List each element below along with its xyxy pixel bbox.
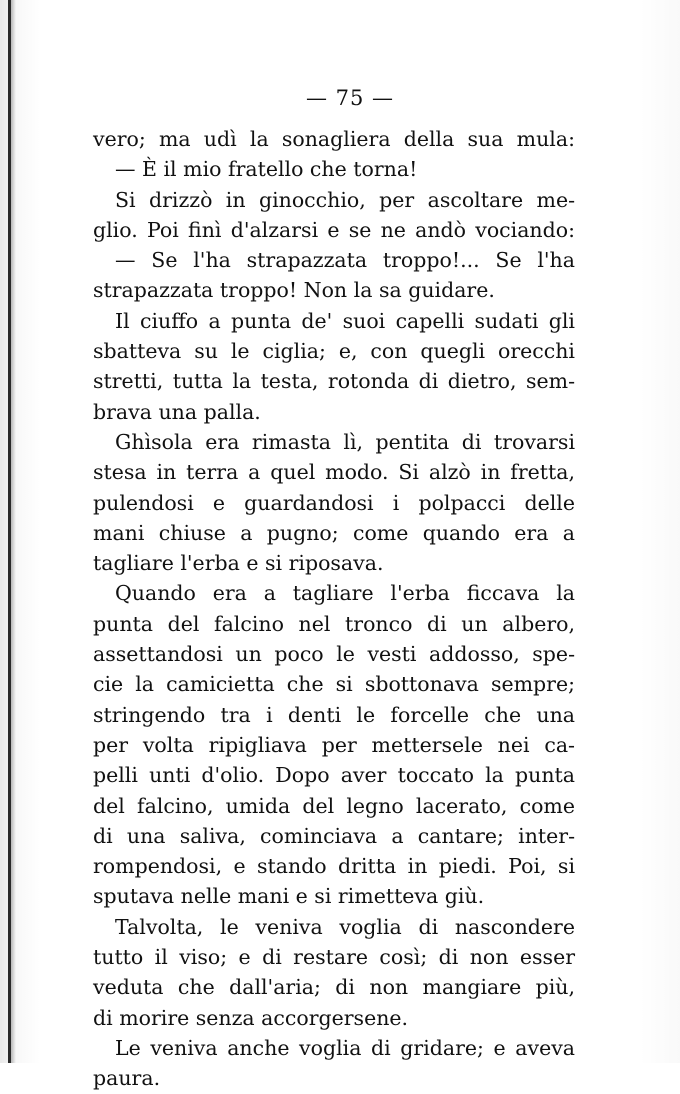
text-line: — Se l'ha strapazzata troppo!... Se l'ha	[115, 248, 575, 273]
text-line: di una saliva, cominciava a cantare; inter-	[93, 823, 575, 848]
page-number: — 75 —	[305, 86, 395, 110]
text-line: sbatteva su le ciglia; e, con quegli orecchi	[93, 339, 575, 364]
text-line: tagliare l'erba e si riposava.	[93, 551, 384, 576]
text-line: Si drizzò in ginocchio, per ascoltare me-	[115, 187, 575, 212]
text-line: cie la camicietta che si sbottonava sempre;	[93, 672, 575, 697]
text-line: Talvolta, le veniva voglia di nascondere	[115, 914, 575, 939]
text-line: per volta ripigliava per mettersele nei ca-	[93, 732, 575, 757]
text-line: veduta che dall'aria; di non mangiare più,	[93, 975, 575, 1000]
text-line: di morire senza accorgersene.	[93, 1005, 409, 1030]
text-line: — È il mio fratello che torna!	[115, 157, 418, 182]
text-line: del falcino, umida del legno lacerato, come	[93, 793, 575, 818]
page-spine-shadow	[11, 0, 16, 1063]
text-line: punta del falcino nel tronco di un albero,	[93, 611, 575, 636]
text-line: Quando era a tagliare l'erba ficcava la	[115, 581, 575, 606]
text-line: strapazzata troppo! Non la sa guidare.	[93, 278, 495, 303]
text-line: sputava nelle mani e si rimetteva giù.	[93, 884, 485, 909]
text-line: mani chiuse a pugno; come quando era a	[93, 520, 575, 545]
text-line: stretti, tutta la testa, rotonda di dietro, sem-	[93, 369, 575, 394]
body-text	[93, 124, 575, 1094]
text-line: brava una palla.	[93, 399, 261, 424]
text-line: rompendosi, e stando dritta in piedi. Poi, si	[93, 854, 575, 879]
text-line: tutto il viso; e di restare così; di non esser	[93, 945, 575, 970]
text-line: pelli unti d'olio. Dopo aver toccato la punta	[93, 763, 575, 788]
text-line: assettandosi un poco le vesti addosso, spe-	[93, 642, 575, 667]
text-line: stringendo tra i denti le forcelle che una	[93, 702, 575, 727]
text-line: paura.	[93, 1066, 161, 1091]
text-line: Il ciuffo a punta de' suoi capelli sudati gli	[115, 308, 575, 333]
text-line: Ghìsola era rimasta lì, pentita di trovarsi	[115, 429, 575, 454]
text-line: vero; ma udì la sonagliera della sua mula:	[93, 127, 575, 151]
text-line: Le veniva anche voglia di gridare; e aveva	[115, 1035, 575, 1060]
text-line: pulendosi e guardandosi i polpacci delle	[93, 490, 575, 515]
text-line: stesa in terra a quel modo. Si alzò in fretta,	[93, 460, 575, 485]
text-line: glio. Poi finì d'alzarsi e se ne andò vociando:	[93, 217, 575, 242]
